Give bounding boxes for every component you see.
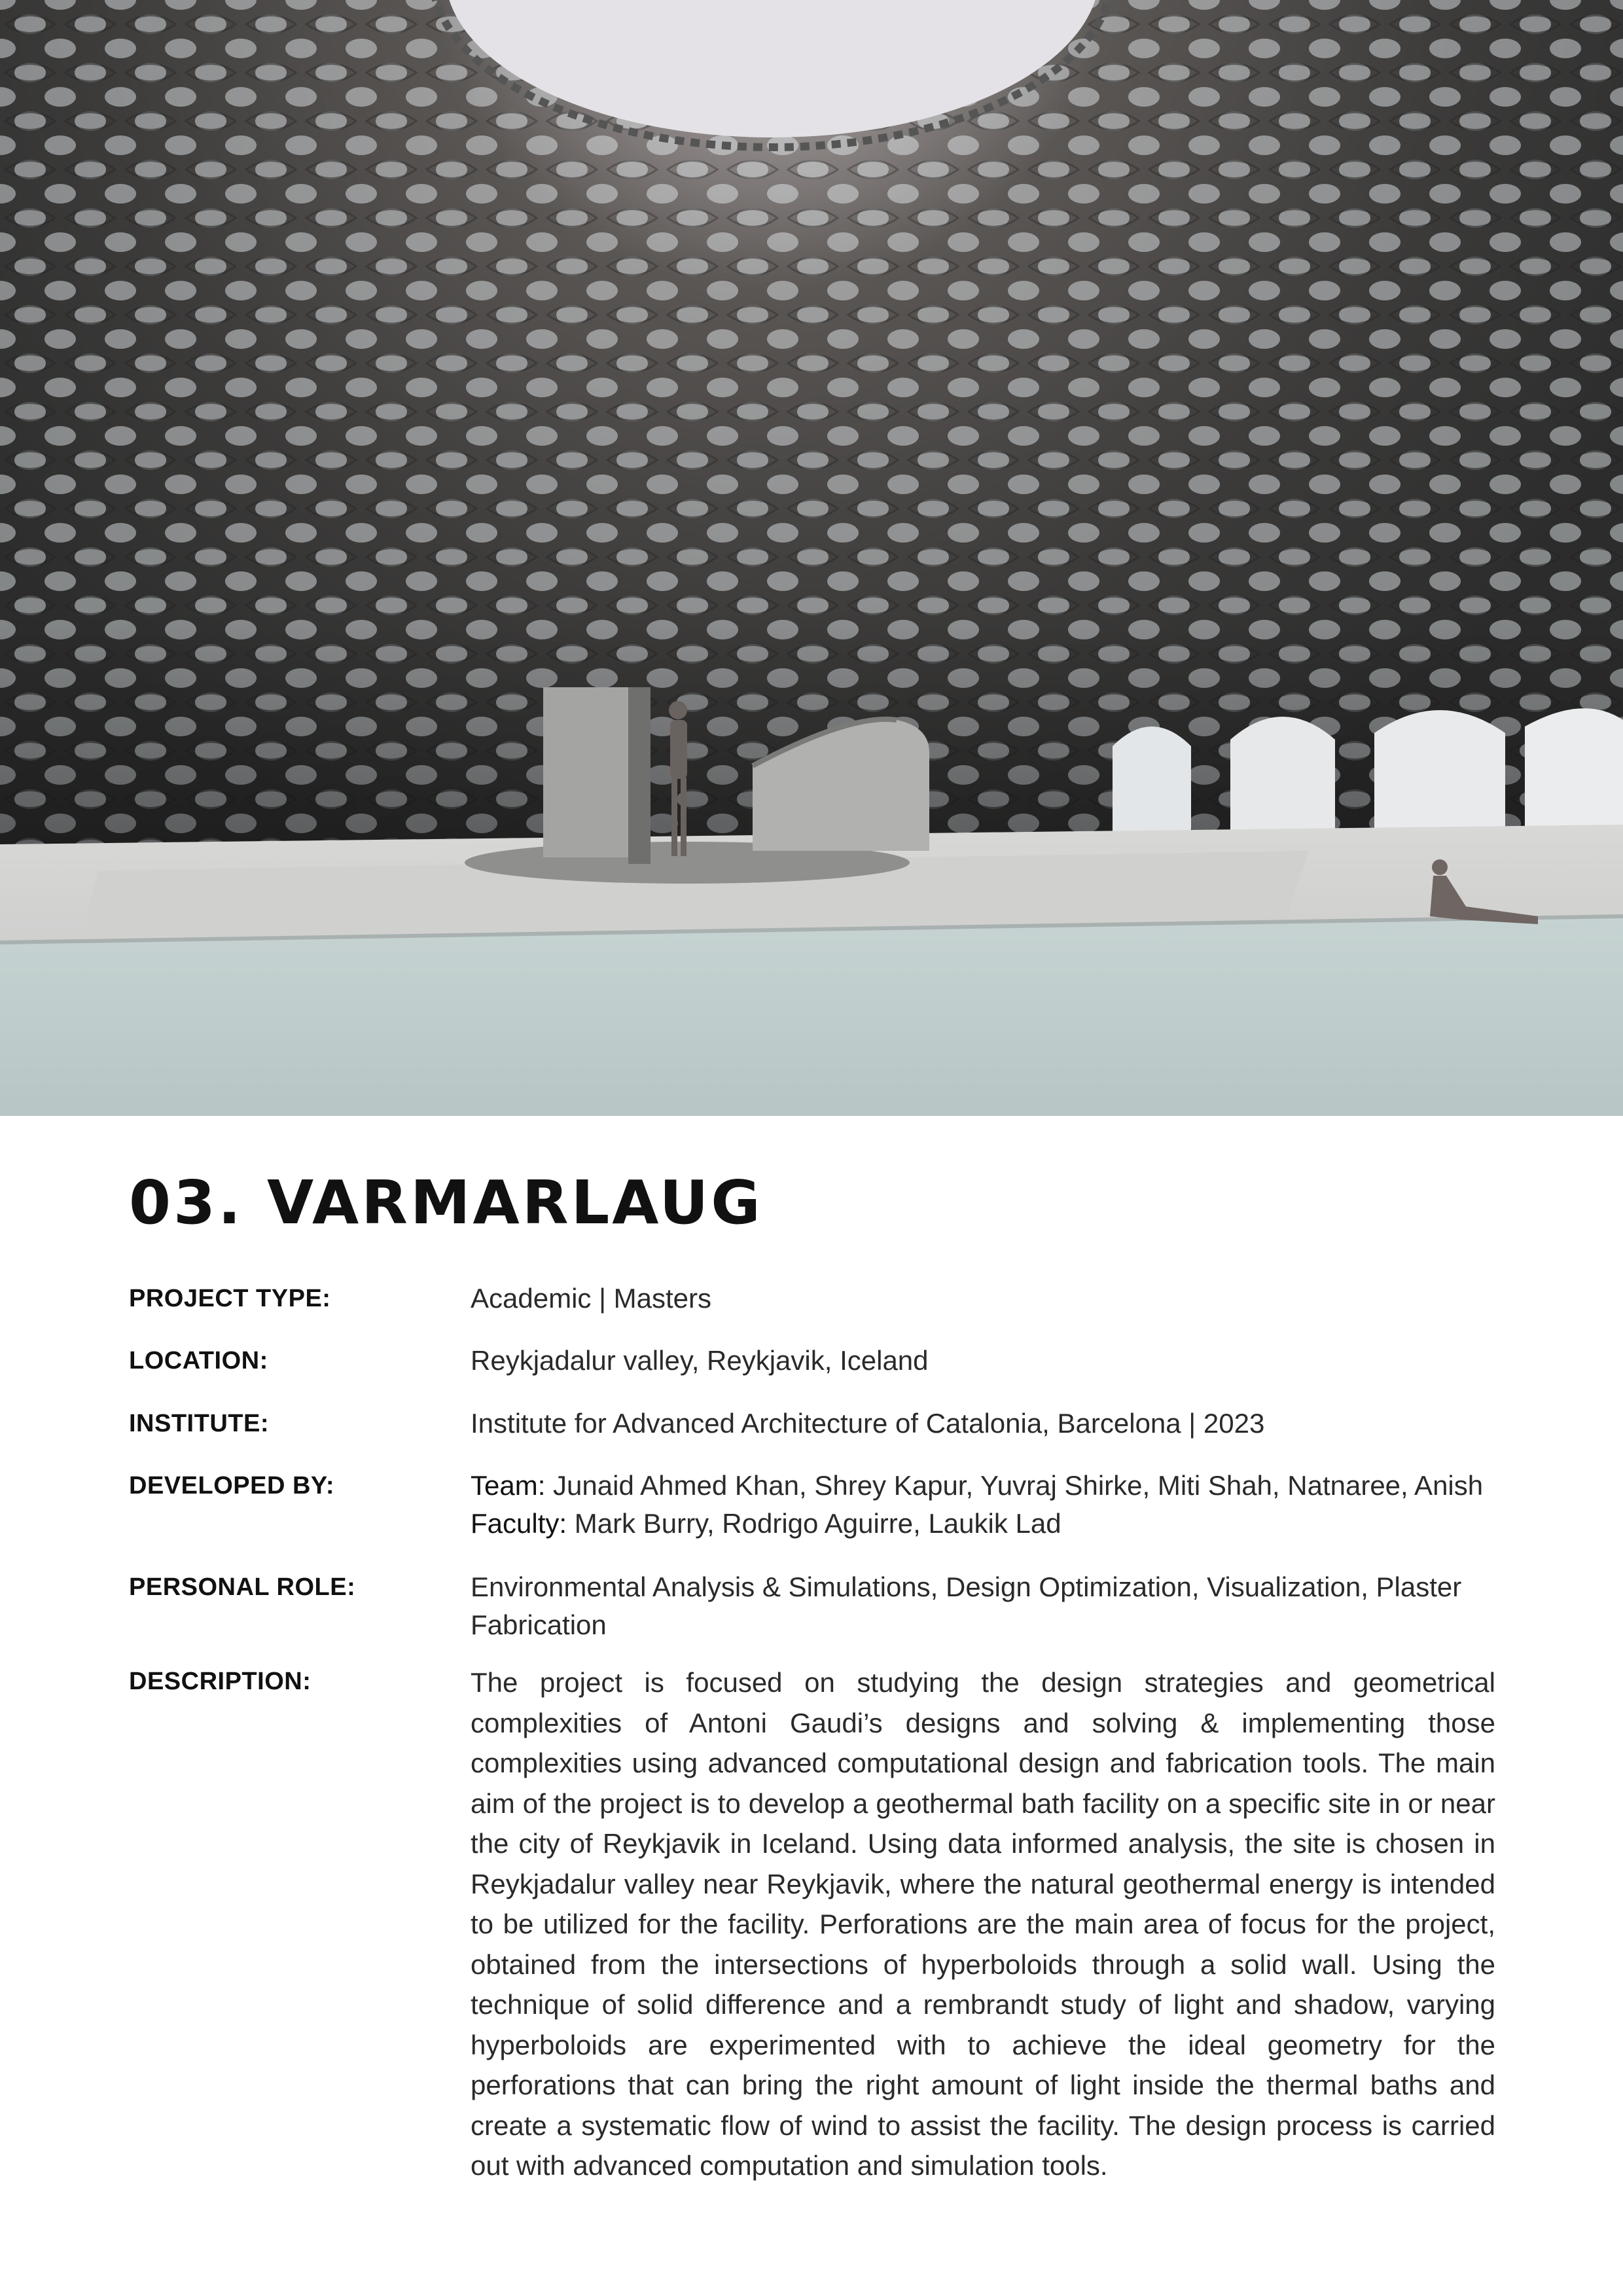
description-label: DESCRIPTION: [129, 1668, 312, 1695]
hero-render-image [0, 0, 1623, 1116]
project-type-label: PROJECT TYPE: [129, 1285, 331, 1312]
faculty-label: Faculty: [471, 1508, 567, 1539]
developed-by-value [471, 1467, 1495, 1543]
team-members: Junaid Ahmed Khan, Shrey Kapur, Yuvraj Shirke, Miti Shah, Natnaree, Anish [553, 1470, 1484, 1501]
team-label: Team: [471, 1470, 546, 1501]
team-line [471, 1467, 1495, 1505]
institute-value: Institute for Advanced Architecture of Catalonia, Barcelona | 2023 [471, 1408, 1265, 1439]
project-title: 03. VARMARLAUG [129, 1168, 763, 1238]
faculty-line [471, 1505, 1495, 1543]
personal-role-value: Environmental Analysis & Simulations, Design Optimization, Visualization, Plaster Fabrication [471, 1571, 1462, 1640]
location-value: Reykjadalur valley, Reykjavik, Iceland [471, 1345, 929, 1376]
faculty-members: Mark Burry, Rodrigo Aguirre, Laukik Lad [574, 1508, 1061, 1539]
developed-by-label: DEVELOPED BY: [129, 1472, 335, 1499]
personal-role-label: PERSONAL ROLE: [129, 1573, 356, 1601]
location-label: LOCATION: [129, 1347, 268, 1374]
description-text: The project is focused on studying the design strategies and geometrical complexities of Antoni Gaudi’s designs and solving & implementing those complexities using advanced computational design and fabrication tools. The main aim of the project is to develop a geothermal bath facility on a specific site in or near the city of Reykjavik in Iceland. Using data informed analysis, the site is chosen in Reykjadalur valley near Reykjavik, where the natural geothermal energy is intended to be utilized for the facility. Perforations are the main area of focus for the project, obtained from the intersections of hyperboloids through a solid wall. Using the technique of solid difference and a rembrandt study of light and shadow, varying hyperboloids are experimented with to achieve the ideal geometry for the perforations that can bring the right amount of light inside the thermal baths and create a systematic flow of wind to assist the facility. The design process is carried out with advanced computation and simulation tools. [471, 1667, 1495, 2181]
project-type-value: Academic | Masters [471, 1283, 712, 1314]
institute-label: INSTITUTE: [129, 1410, 269, 1437]
